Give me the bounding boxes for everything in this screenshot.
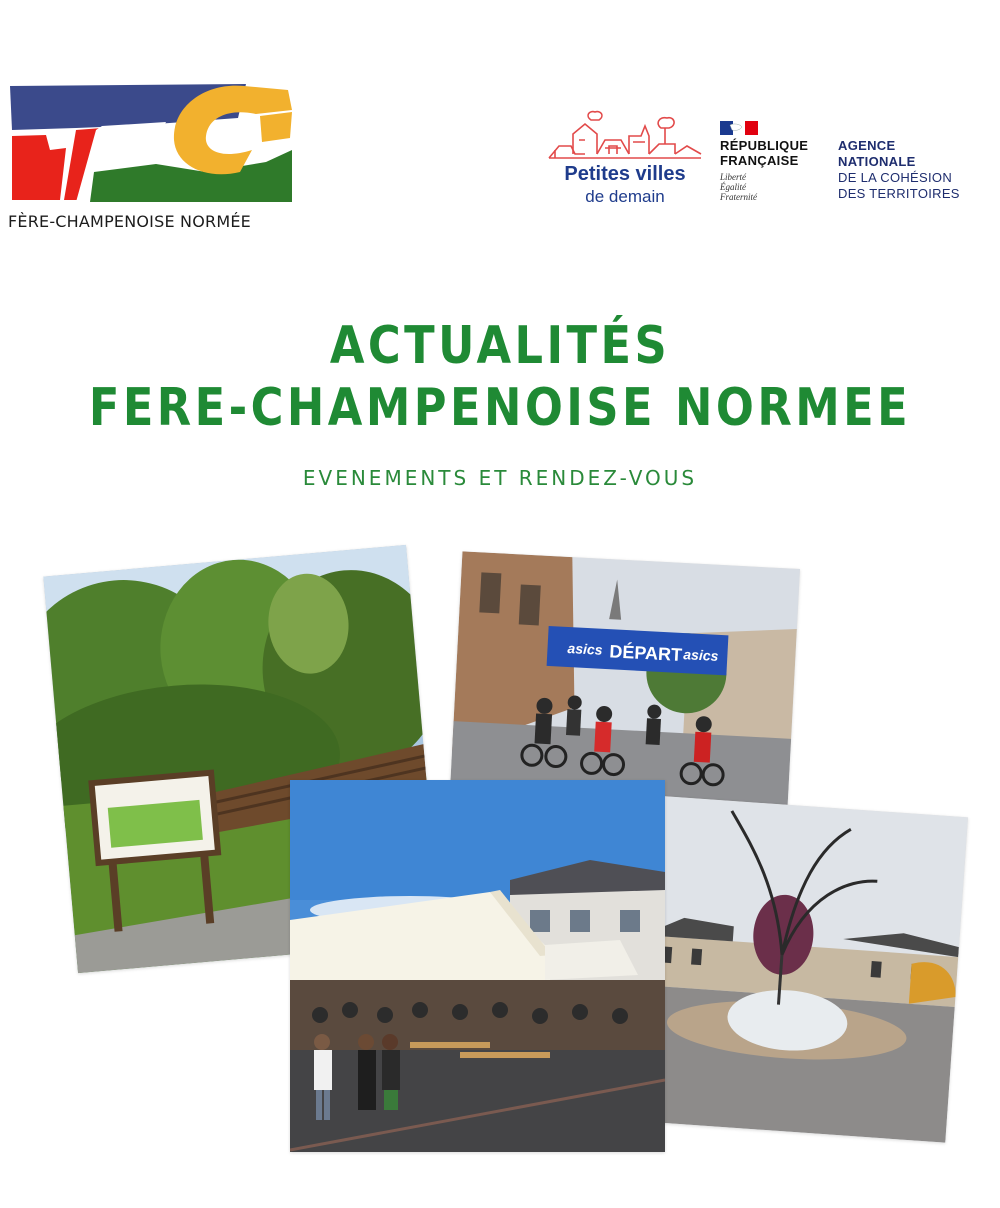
- fc-logo-caption: FÈRE-CHAMPENOISE NORMÉE: [8, 212, 251, 231]
- anct-line4: DES TERRITOIRES: [838, 186, 960, 201]
- page-subtitle: EVENEMENTS ET RENDEZ-VOUS: [302, 466, 698, 490]
- anct-line2: NATIONALE: [838, 154, 916, 169]
- republique-title-line2: FRANÇAISE: [720, 153, 799, 168]
- pvd-subtitle: de demain: [585, 187, 665, 206]
- page-title-line1: ACTUALITÉS: [329, 316, 671, 376]
- race-banner-left: asics: [567, 640, 603, 658]
- town-skyline-icon: [545, 110, 705, 165]
- republique-motto-fraternite: Fraternité: [720, 192, 757, 202]
- anct-line3: DE LA COHÉSION: [838, 170, 953, 185]
- fc-logo-graphic: [6, 80, 296, 210]
- race-banner-right: asics: [682, 646, 719, 664]
- photo-roundabout: [630, 795, 968, 1142]
- republique-francaise-flag-icon: [720, 120, 758, 134]
- republique-title-line1: RÉPUBLIQUE: [720, 138, 809, 153]
- pvd-title: Petites villes: [564, 163, 686, 185]
- anct-line1: AGENCE: [838, 138, 896, 153]
- page-title-line2: FERE-CHAMPENOISE NORMEE: [88, 378, 912, 438]
- photo-festival-tent: [290, 780, 665, 1152]
- race-banner-center: DÉPART: [608, 641, 683, 665]
- republique-motto-liberte: Liberté: [720, 172, 746, 182]
- republique-motto-egalite: Égalité: [720, 182, 746, 192]
